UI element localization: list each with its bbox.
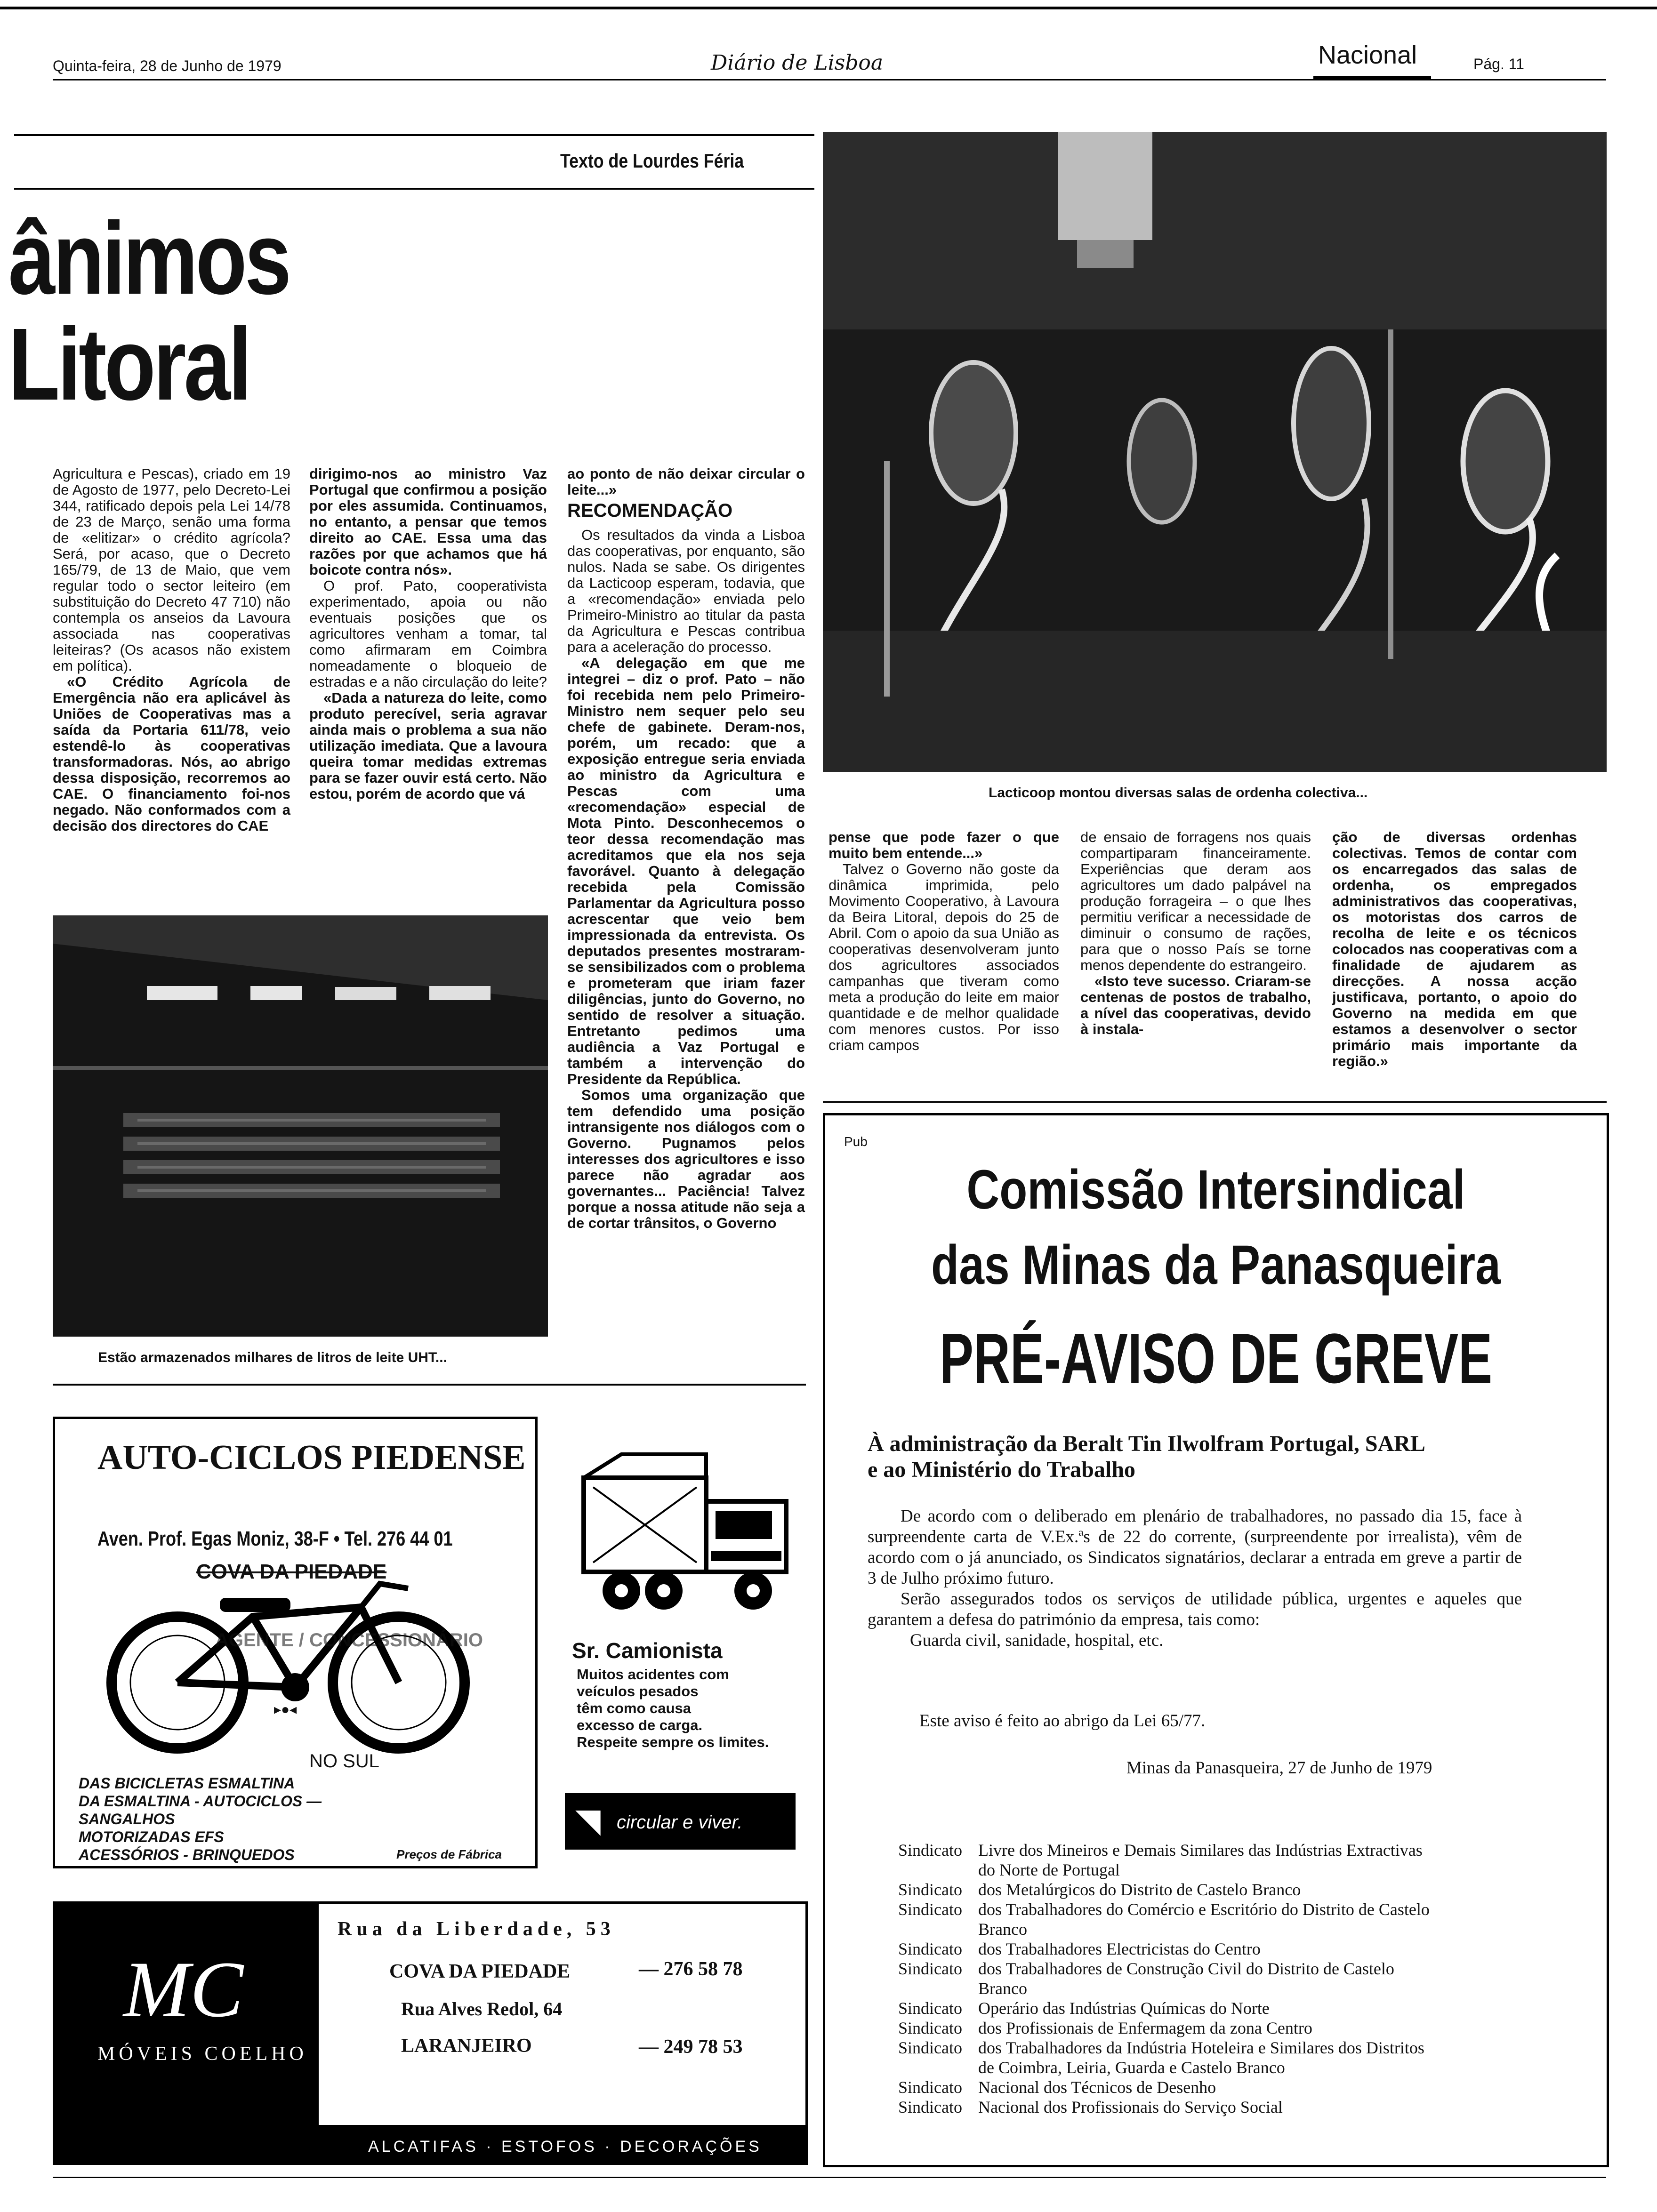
ad-moto-line: DAS BICICLETAS ESMALTINA <box>79 1775 295 1792</box>
signatory-name-line-1: dos Trabalhadores Electricistas do Centro <box>978 1940 1261 1958</box>
signatories-list <box>898 1840 1581 2117</box>
moveis-logo-panel <box>53 1901 316 2165</box>
signatory-row <box>898 1939 1581 1959</box>
signatory-prefix: Sindicato <box>898 2098 962 2116</box>
col4-para-1: pense que pode fazer o que muito bem entende...» <box>828 829 1059 861</box>
moveis-town-1: COVA DA PIEDADE <box>389 1961 571 1982</box>
signatory-row <box>898 2038 1581 2077</box>
signatory-name <box>978 2018 1312 2038</box>
signatory-name-line-1: Nacional dos Profissionais do Serviço Social <box>978 2098 1283 2116</box>
col5-para-1: de ensaio de forragens nos quais compartiparam financeiramente. Experiências que deram aos agricultores um dado palpável na produção forrageira – o que lhes permitiu verificar a necessidade de diminuir o consumo de rações, para que o nosso País se torne menos dependente do estrangeiro. <box>1080 829 1311 973</box>
subhead-recomendacao: RECOMENDAÇÃO <box>567 500 733 521</box>
byline: Texto de Lourdes Féria <box>560 150 744 172</box>
col2-para-3: «Dada a natureza do leite, como produto perecível, seria agravar ainda mais o problema a sua não utilização imediata. Que a lavoura queira tomar medidas extremas para se fazer ouvir está certo. Não estou, porém de acordo que vá <box>309 689 547 802</box>
signatory-row <box>898 1840 1581 1880</box>
moveis-logo: MC <box>123 1945 243 2034</box>
ad-moto-line: MOTORIZADAS EFS <box>79 1828 224 1845</box>
greve-title-2: das Minas da Panasqueira <box>931 1234 1501 1296</box>
signatory-prefix: Sindicato <box>898 1999 962 2018</box>
signatory-name-line-1: dos Trabalhadores da Indústria Hoteleira e Similares dos Distritos <box>978 2038 1424 2057</box>
byline-rule <box>14 188 814 190</box>
ad-pub-label: Pub <box>844 1134 868 1149</box>
headline-line-2: Litoral <box>8 307 249 422</box>
article-bottom-rule <box>53 1384 806 1386</box>
signatory-row <box>898 2077 1581 2097</box>
moveis-info-panel <box>316 1901 808 2127</box>
caption-photo-milking: Lacticoop montou diversas salas de ordenha colectiva... <box>989 785 1368 801</box>
ad-truck-line: Muitos acidentes com <box>577 1666 729 1683</box>
ad-moto-name: AUTO-CICLOS PIEDENSE <box>97 1438 526 1477</box>
col6-para: ção de diversas ordenhas colectivas. Temos de contar com os encarregados das salas de ordenha, os empregados administrativos das cooperativas, os motoristas dos carros de recolha de leite e os técnicos colocados nas cooperativas com a finalidade de ajudarem as direcções. A nossa acção justificava, portanto, o apoio do Governo na medida em que estamos a desenvolver o sector primário mais importante da região.» <box>1332 829 1577 1069</box>
section-title: Nacional <box>1318 41 1417 69</box>
signatory-prefix: Sindicato <box>898 1940 962 1958</box>
article-bottom-rule-right <box>823 1101 1607 1103</box>
moveis-footer-bar <box>316 2127 808 2165</box>
signatory-name-line-1: Nacional dos Técnicos de Desenho <box>978 2078 1216 2097</box>
greve-addressee-2: e ao Ministério do Trabalho <box>868 1457 1135 1482</box>
signatory-row <box>898 1959 1581 1998</box>
article-column-1 <box>53 466 290 834</box>
greve-body-2: Serão assegurados todos os serviços de utilidade pública, urgentes e aqueles que garantem a defesa do património da empresa, tais como: <box>868 1589 1522 1629</box>
signatory-name-line-2: Branco <box>978 1979 1027 1998</box>
greve-body <box>868 1506 1522 1651</box>
ad-moto-lines <box>79 1774 322 1864</box>
moveis-phone-2: — 249 78 53 <box>639 2036 743 2058</box>
signatory-row <box>898 1899 1581 1939</box>
ad-truck-line: Respeite sempre os limites. <box>577 1734 769 1750</box>
article-column-2 <box>309 466 547 802</box>
ad-moto-prices: Preços de Fábrica <box>396 1847 502 1861</box>
signatory-name-line-1: Operário das Indústrias Químicas do Norte <box>978 1999 1270 2018</box>
signatory-name <box>978 1939 1261 1959</box>
section-rule <box>1313 76 1431 80</box>
signatory-name <box>978 2077 1216 2097</box>
greve-title-1: Comissão Intersindical <box>966 1159 1465 1221</box>
caption-photo-uht: Estão armazenados milhares de litros de leite UHT... <box>98 1350 447 1365</box>
signatory-row <box>898 2018 1581 2038</box>
signatory-prefix: Sindicato <box>898 1959 962 1978</box>
signatory-name-line-1: Livre dos Mineiros e Demais Similares das Indústrias Extractivas <box>978 1841 1423 1859</box>
truck-illustration <box>565 1450 800 1633</box>
col4-para-2: Talvez o Governo não goste da dinâmica imprimida, pelo Movimento Cooperativo, à Lavoura da Beira Litoral, depois do 25 de Abril. Com o apoio da sua União as cooperativas desenvolveram junto dos agricultores associados campanhas que tiveram como meta a produção do leite em maior quantidade e de melhor qualidade com menores custos. Por isso criam campos <box>828 861 1059 1053</box>
col1-para-2: «O Crédito Agrícola de Emergência não era aplicável às Uniões de Cooperativas mas a saída da Portaria 611/78, veio estendê-lo às cooperativas transformadoras. Nós, ao abrigo dessa disposição, recorremos ao CAE. O financiamento foi-nos negado. Não conformados com a decisão dos directores do CAE <box>53 673 290 834</box>
greve-place-date: Minas da Panasqueira, 27 de Junho de 1979 <box>1126 1758 1432 1778</box>
signatory-name <box>978 1840 1423 1880</box>
photo-uht-warehouse <box>53 915 548 1337</box>
moveis-street-1: Rua da Liberdade, 53 <box>338 1918 615 1940</box>
signatory-name-line-1: dos Trabalhadores de Construção Civil do Distrito de Castelo <box>978 1959 1394 1978</box>
signatory-prefix: Sindicato <box>898 1900 962 1919</box>
greve-title-3: PRÉ-AVISO DE GREVE <box>939 1319 1493 1398</box>
signatory-prefix: Sindicato <box>898 1841 962 1859</box>
moveis-town-2: LARANJEIRO <box>401 2035 532 2057</box>
article-top-rule <box>14 134 814 136</box>
road-safety-logo-icon: ◥ <box>575 1802 601 1839</box>
newspaper-logo: Diário de Lisboa <box>711 51 884 75</box>
article-column-5 <box>1080 829 1311 1037</box>
signatory-name <box>978 1880 1301 1899</box>
ad-auto-ciclos <box>53 1417 538 1868</box>
signatory-name-line-1: dos Trabalhadores do Comércio e Escritório do Distrito de Castelo <box>978 1900 1430 1919</box>
col3-para-3: Somos uma organização que tem defendido uma posição intransigente nos diálogos com o Governo. Pugnamos pelos interesses dos agricultores e isso parece não agradar aos governantes... Paciência! Talvez porque a nossa atitude não seja a de cortar trânsitos, o Governo <box>567 1087 805 1231</box>
article-column-3 <box>567 466 805 1231</box>
moveis-footer: ALCATIFAS · ESTOFOS · DECORAÇÕES <box>368 2138 762 2156</box>
moveis-street-2: Rua Alves Redol, 64 <box>401 1998 563 2020</box>
signatory-prefix: Sindicato <box>898 2038 962 2057</box>
signatory-row <box>898 1998 1581 2018</box>
signatory-name <box>978 1899 1430 1939</box>
signatory-name <box>978 1998 1270 2018</box>
col5-para-2: «Isto teve sucesso. Criaram-se centenas de postos de trabalho, a nível das cooperativas, devido à instala- <box>1080 973 1311 1037</box>
signatory-name-line-1: dos Profissionais de Enfermagem da zona Centro <box>978 2019 1312 2037</box>
reflector-icon: ▸●◂ <box>274 1702 297 1717</box>
ad-truck-lines <box>577 1666 769 1751</box>
ad-moto-region: NO SUL <box>309 1751 379 1771</box>
headline-line-1: ânimos <box>8 201 290 316</box>
ad-camionista <box>565 1450 800 1864</box>
ad-truck-line: têm como causa <box>577 1700 691 1716</box>
signatory-prefix: Sindicato <box>898 2078 962 2097</box>
signatory-name <box>978 2038 1424 2077</box>
page-number: Pág. 11 <box>1473 56 1524 72</box>
ad-moto-line: ACESSÓRIOS - BRINQUEDOS <box>79 1846 295 1863</box>
ad-truck-title: Sr. Camionista <box>572 1638 723 1663</box>
article-column-4 <box>828 829 1059 1053</box>
bicycle-illustration <box>97 1579 483 1758</box>
header-date: Quinta-feira, 28 de Junho de 1979 <box>53 57 282 74</box>
greve-body-1: De acordo com o deliberado em plenário de trabalhadores, no passado dia 15, face à surpreendente carta de V.Ex.ªs de 22 do corrente, (surpreendente por irrealista), vêm de acordo com o já anunciado, os Sindicatos signatários, declarar a entrada em greve a partir de 3 de Julho próximo futuro. <box>868 1507 1522 1588</box>
moveis-logo-sub: MÓVEIS COELHO <box>97 2043 307 2065</box>
col3-para-top: ao ponto de não deixar circular o leite...» <box>567 465 805 498</box>
signatory-row <box>898 1880 1581 1899</box>
signatory-name <box>978 1959 1394 1998</box>
col3-para-1: Os resultados da vinda a Lisboa das cooperativas, por enquanto, são nulos. Nada se sabe. Os dirigentes da Lacticoop esperam, todavia, que a «recomendação» enviada pelo Primeiro-Ministro ao titular da pasta da Agricultura e Pescas contribua para a aceleração do processo. <box>567 527 805 655</box>
ad-moto-agent: AGENTE / CONCESSIONÁRIO <box>215 1630 483 1651</box>
moveis-phone-1: — 276 58 78 <box>639 1958 743 1980</box>
col2-para-1: dirigimo-nos ao ministro Vaz Portugal que confirmou a posição por eles assumida. Continuamos, no entanto, a pensar que temos direito ao CAE. Essa uma das razões por que achamos que há boicote contra nós». <box>309 465 547 578</box>
col3-para-2: «A delegação em que me integrei – diz o prof. Pato – não foi recebida nem pelo Primeiro-Ministro nem sequer pelo seu chefe de gabinete. Deram-nos, porém, um recado: que a exposição entregue seria enviada ao ministro da Agricultura e Pescas com uma «recomendação» especial de Mota Pinto. Desconhecemos o teor dessa recomendação mas acreditamos que ela nos seja favorável. Quanto à delegação recebida pela Comissão Parlamentar da Agricultura posso acrescentar que veio bem impressionada da entrevista. Os deputados presentes mostraram-se sensibilizados com o problema e prometeram que iriam fazer diligências, junto do Governo, no sentido de resolver a situação. Entretanto pedimos uma audiência a Vaz Portugal e também a intervenção do Presidente da República. <box>567 655 805 1087</box>
signatory-name-line-2: de Coimbra, Leiria, Guarda e Castelo Branco <box>978 2058 1285 2077</box>
signatory-name-line-2: Branco <box>978 1920 1027 1939</box>
col1-para-1: Agricultura e Pescas), criado em 19 de Agosto de 1977, pelo Decreto-Lei 344, ratificado depois pela Lei 14/78 de 23 de Março, senão uma forma de «elitizar» o crédito agrícola? Será, por acaso, que o Decreto 165/79, de 13 de Maio, que vem regular todo o sector leiteiro (em substituição do Decreto 47 710) não contempla os anseios da Lavoura associada nas cooperativas leiteiras? (Os acasos não existem em política). <box>53 465 290 674</box>
ad-moto-address: Aven. Prof. Egas Moniz, 38-F • Tel. 276 44 01 <box>97 1527 453 1550</box>
circular-e-viver-banner <box>565 1793 796 1850</box>
ad-truck-line: excesso de carga. <box>577 1717 703 1733</box>
signatory-name-line-2: do Norte de Portugal <box>978 1860 1120 1879</box>
signatory-name-line-1: dos Metalúrgicos do Distrito de Castelo Branco <box>978 1880 1301 1899</box>
ad-moto-line: DA ESMALTINA - AUTOCICLOS — <box>79 1793 322 1810</box>
ad-moto-line: SANGALHOS <box>79 1811 175 1827</box>
ad-moveis-coelho <box>53 1901 808 2165</box>
article-column-6 <box>1332 829 1577 1069</box>
ad-moto-place: COVA DA PIEDADE <box>196 1560 387 1583</box>
ad-pre-aviso-greve <box>823 1113 1609 2167</box>
signatory-prefix: Sindicato <box>898 1880 962 1899</box>
ad-truck-line: veículos pesados <box>577 1683 699 1699</box>
bottom-rule <box>53 2177 1606 2178</box>
signatory-prefix: Sindicato <box>898 2019 962 2037</box>
photo-milking-room <box>823 132 1607 772</box>
signatory-row <box>898 2097 1581 2117</box>
greve-law: Este aviso é feito ao abrigo da Lei 65/77. <box>919 1711 1206 1731</box>
signatory-name <box>978 2097 1283 2117</box>
greve-addressee-1: À administração da Beralt Tin Ilwolfram Portugal, SARL <box>868 1431 1425 1456</box>
ad-truck-slogan: circular e viver. <box>617 1812 743 1833</box>
top-border <box>0 7 1657 9</box>
greve-body-3: Guarda civil, sanidade, hospital, etc. <box>910 1631 1164 1650</box>
col2-para-2: O prof. Pato, cooperativista experimentado, apoia ou não eventuais posições que os agricultores venham a tomar, tal como afirmaram em Coimbra nomeadamente o bloqueio de estradas e a não circulação do leite? <box>309 577 547 690</box>
